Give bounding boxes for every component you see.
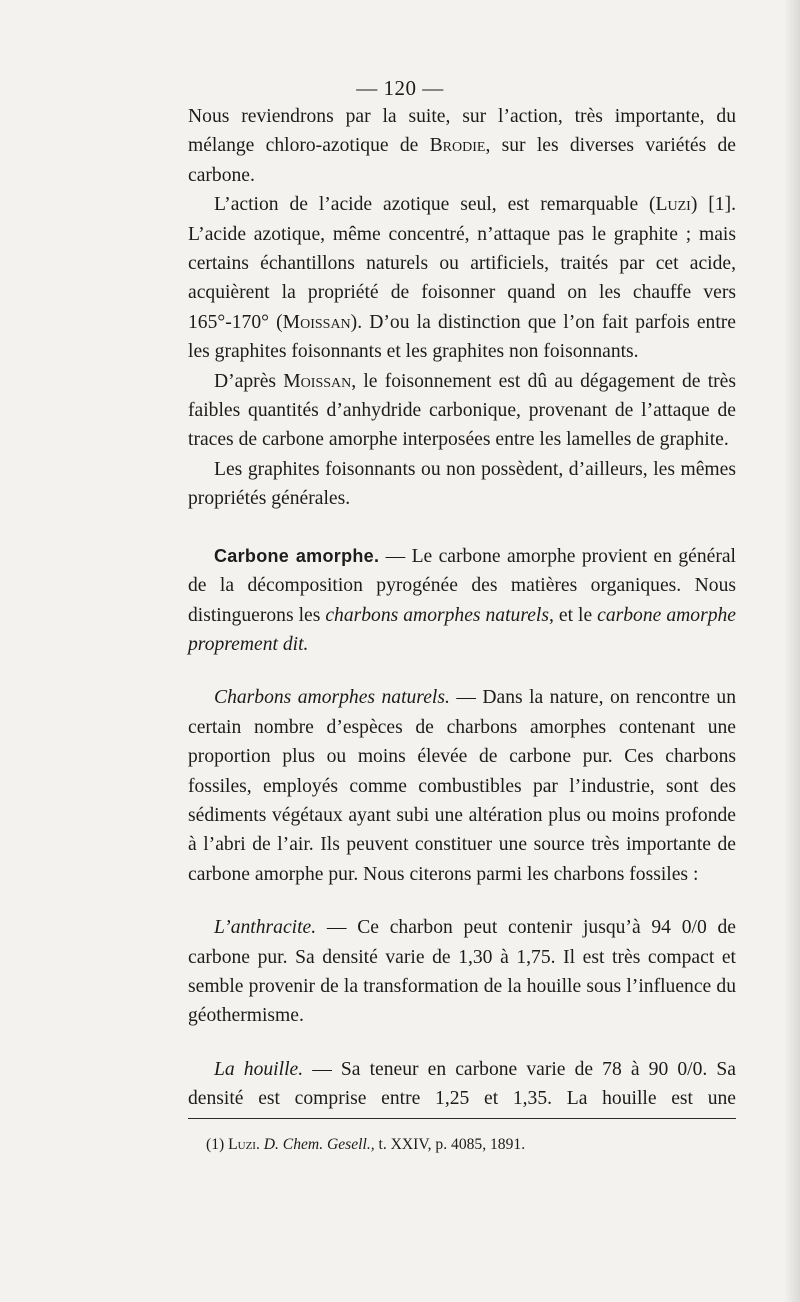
body-text <box>188 102 736 1114</box>
section-houille <box>188 1055 736 1114</box>
paragraph-graphites: Les graphites foisonnants ou non possèdent, d’ailleurs, les mêmes propriétés générales. <box>188 458 736 510</box>
paragraph-text: L’action de l’acide azotique seul, est remarquable ( <box>214 194 656 216</box>
paragraph-text: — Ce charbon peut contenir jusqu’à 94 0/0 de carbone pur. Sa densité varie de 1,30 à 1,75. Il est très compact et semble provenir de la transformation de la houille sous l’influence du géothermisme. <box>188 917 736 1027</box>
emphasis-text: carbone amorphe proprement dit. <box>188 604 736 655</box>
footnote-details: t. XXIV, p. 4085, 1891. <box>378 1136 526 1153</box>
spacer <box>188 659 736 683</box>
paragraph-text: Nous reviendrons par la suite, sur l’action, très importante, du mélange chloro-azotique de <box>188 106 736 157</box>
section-heading: La houille. <box>214 1058 304 1080</box>
spacer <box>188 889 736 913</box>
section-charbons-naturels <box>188 683 736 889</box>
paragraph-text: , sur les diverses variétés de carbone. <box>188 135 736 186</box>
page-number: — 120 — <box>356 76 444 100</box>
footnote <box>206 1134 746 1156</box>
spacer <box>188 1031 736 1055</box>
page-edge-shadow <box>784 0 800 1302</box>
paragraph-moissan <box>188 367 736 455</box>
paragraph-nitric-acid <box>188 190 736 366</box>
section-heading: Charbons amorphes naturels. <box>214 687 450 709</box>
footnote-journal: D. Chem. Gesell., <box>263 1136 375 1153</box>
paragraph-text: , le foisonnement est dû au dégagement de très faibles quantités d’anhydride carbonique, provenant de l’attaque de traces de carbone amorphe interposées entre les lamelles de graphite. <box>188 370 736 451</box>
author-name: Luzi <box>655 194 691 216</box>
emphasis-text: charbons amorphes naturels, <box>325 604 554 626</box>
paragraph-text: — Dans la nature, on rencontre un certain nombre d’espèces de charbons amorphes contenant une proportion plus ou moins élevée de carbone pur. Ces charbons fossiles, employés comme combustibles par l’industrie, sont des sédiments végétaux ayant subi une altération plus ou moins profonde à l’abri de l’air. Ils peuvent constituer une source très importante de carbone amorphe pur. Nous citerons parmi les charbons fossiles : <box>188 687 736 885</box>
paragraph-text: — Sa teneur en carbone varie de 78 à 90 0/0. Sa densité est comprise entre 1,25 et 1,35. La houille est une <box>188 1058 736 1110</box>
footnote-marker: (1) <box>206 1136 225 1153</box>
paragraph-brodie <box>188 102 736 190</box>
paragraph-text: ). D’ou la distinction que l’on fait parfois entre les graphites foisonnants et les graphites non foisonnants. <box>188 311 737 363</box>
paragraph-text: et le <box>553 604 598 626</box>
section-heading: Carbone amorphe. <box>214 545 380 566</box>
paragraph-text: ) [1]. L’acide azotique, même concentré, n’attaque pas le graphite ; mais certains échantillons naturels ou artificiels, traités par cet acide, acquièrent la propriété de foisonner quand on les chauffe vers 165°-170° ( <box>188 194 736 333</box>
footnote-divider <box>188 1118 736 1119</box>
paragraph-text: — Le carbone amorphe provient en général de la décomposition pyrogénée des matières organiques. Nous distinguerons les <box>188 545 736 626</box>
section-heading: L’anthracite. <box>214 917 317 939</box>
paragraph-text: D’après <box>214 370 284 392</box>
author-name: Brodie <box>429 135 486 157</box>
footnote-author: Luzi. <box>228 1136 260 1153</box>
author-name: Moissan <box>283 370 352 392</box>
section-carbone-amorphe <box>188 542 736 660</box>
spacer <box>188 514 736 542</box>
section-anthracite <box>188 913 736 1031</box>
author-name: Moissan <box>282 311 351 333</box>
